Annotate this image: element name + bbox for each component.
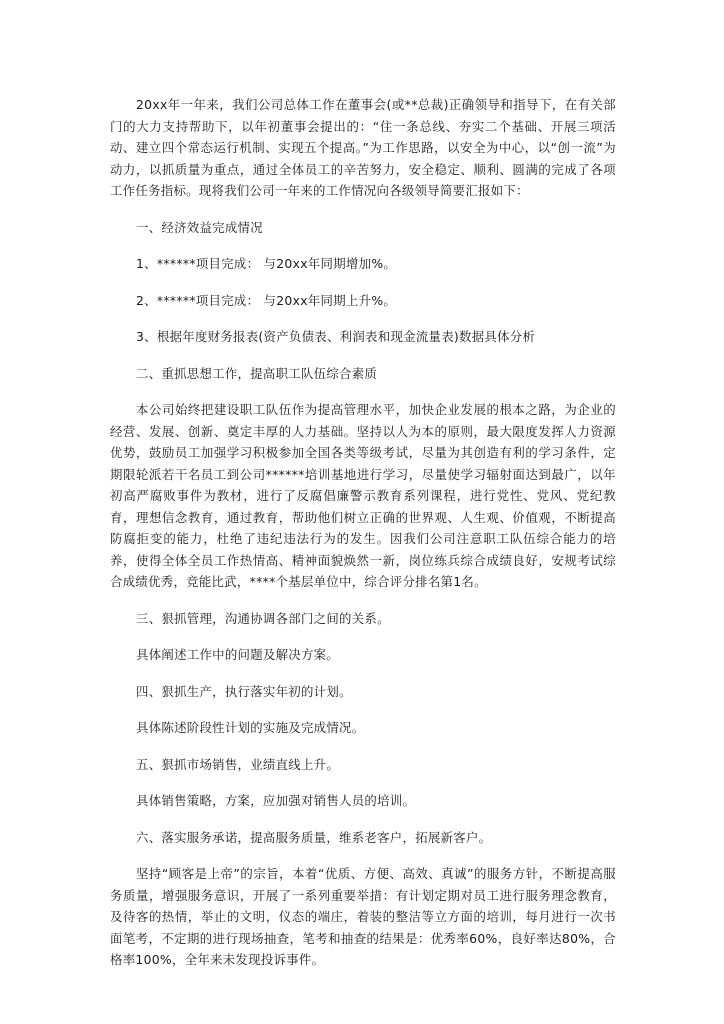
- section-5-paragraph: 具体销售策略，方案，应加强对销售人员的培训。: [136, 793, 416, 808]
- section-5-heading: 五、狠抓市场销售，业绩直线上升。: [136, 756, 340, 772]
- section-1-item-2: 2、******项目完成： 与20xx年同期上升%。: [136, 292, 397, 308]
- section-4-paragraph: 具体陈述阶段性计划的实施及完成情况。: [136, 720, 365, 735]
- section-4-heading: 四、狠抓生产，执行落实年初的计划。: [136, 683, 352, 699]
- section-3-paragraph: 具体阐述工作中的问题及解决方案。: [136, 647, 340, 662]
- section-1-heading: 一、经济效益完成情况: [136, 219, 263, 235]
- section-3-heading: 三、狠抓管理，沟通协调各部门之间的关系。: [136, 610, 390, 626]
- intro-paragraph: 20xx年一年来，我们公司总体工作在董事会(或**总裁)正确领导和指导下，在有关部门的大力支持帮助下，以年初董事会提出的：“住一条总线、夯实二个基础、开展三项活动、建立四个常态运行机制、实现五个提高。”为工作思路，以安全为中心，以“创一流”为动力，以抓质量为重点，通过全体员工的辛苦努力，安全稳定、顺利、圆满的完成了各项工作任务指标。现将我们公司一年来的工作情况向各级领导简要汇报如下：: [110, 97, 616, 198]
- section-6-paragraph: 坚持“顾客是上帝”的宗旨，本着“优质、方便、高效、真诚”的服务方针，不断提高服务质量，增强服务意识，开展了一系列重要举措：有计划定期对员工进行服务理念教育，及待客的热情，举止的文明，仪态的端庄，着装的整洁等立方面的培训，每月进行一次书面笔考，不定期的进行现场抽查，笔考和抽查的结果是：优秀率60%，良好率达80%，合格率100%，全年来未发现投诉事件。: [110, 866, 616, 967]
- section-6-heading: 六、落实服务承诺，提高服务质量，维系老客户，拓展新客户。: [136, 829, 492, 845]
- section-1-item-1: 1、******项目完成： 与20xx年同期增加%。: [136, 256, 397, 271]
- section-2-paragraph: 本公司始终把建设职工队伍作为提高管理水平，加快企业发展的根本之路，为企业的经营、发展、创新、奠定丰厚的人力基础。坚持以人为本的原则，最大限度发挥人力资源优势，鼓励员工加强学习积极参加全国各类等级考试，尽量为其创造有利的学习条件，定期限轮派若干名员工到公司******培训基地进行学习，尽量使学习辐射面达到最广，以年初高严腐败事件为教材，进行了反腐倡廉警示教育系列课程，进行党性、党风、党纪教育，理想信念教育，通过教育，帮助他们树立正确的世界观、人生观、价值观，不断提高防腐拒变的能力，杜绝了违纪违法行为的发生。因我们公司注意职工队伍综合能力的培养，使得全体全员工作热情高、精神面貌焕然一新，岗位练兵综合成绩良好，安规考试综合成绩优秀，竞能比武，****个基层单位中，综合评分排名第1名。: [110, 402, 616, 589]
- document-body: [110, 94, 616, 971]
- section-2-heading: 二、重抓思想工作，提高职工队伍综合素质: [136, 365, 378, 381]
- section-1-item-3: 3、根据年度财务报表(资产负债表、利润表和现金流量表)数据具体分析: [136, 329, 536, 344]
